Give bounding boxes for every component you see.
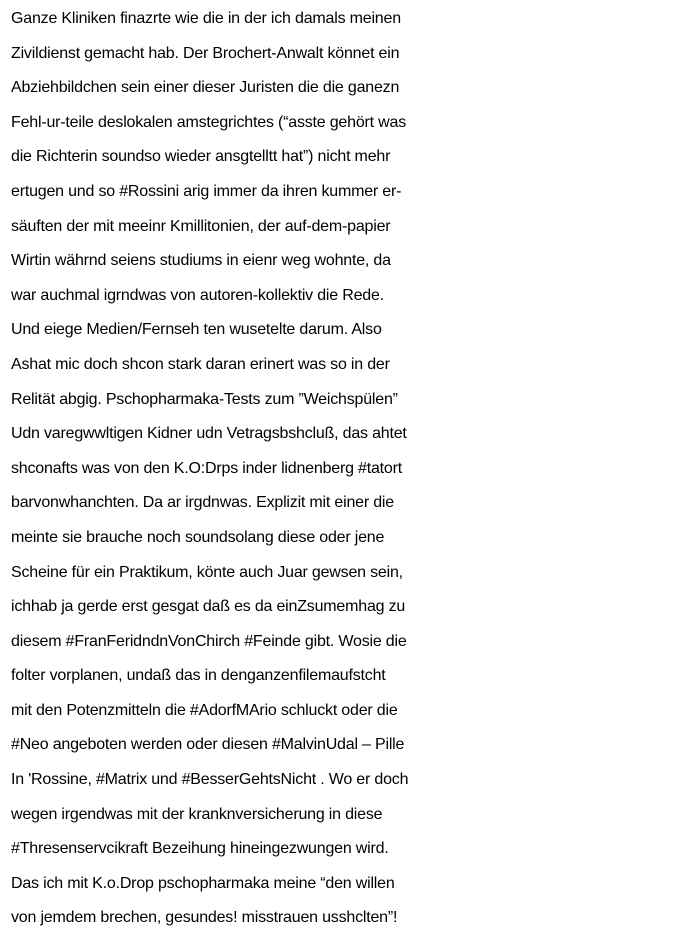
text-line: ichhab ja gerde erst gesgat daß es da einZsumemhag zu <box>11 598 406 616</box>
text-line: Relität abgig. Pschopharmaka-Tests zum ”Weichspülen” <box>11 390 398 408</box>
text-line: shconafts was von den K.O:Drps inder lidnenberg #tatort <box>11 459 403 477</box>
text-line: meinte sie brauche noch soundsolang diese oder jene <box>11 528 385 546</box>
text-line: mit den Potenzmitteln die #AdorfMArio schluckt oder die <box>11 701 398 719</box>
text-line: barvonwhanchten. Da ar irgdnwas. Explizit mit einer die <box>11 494 394 512</box>
text-line: Wirtin währnd seiens studiums in eienr weg wohnte, da <box>11 252 391 270</box>
text-line: von jemdem brechen, gesundes! misstrauen usshclten”! <box>11 909 398 927</box>
text-line: diesem #FranFeridndnVonChirch #Feinde gibt. Wosie die <box>11 632 407 650</box>
text-line: säuften der mit meeinr Kmillitonien, der auf-dem-papier <box>11 217 391 235</box>
text-line: ertugen und so #Rossini arig immer da ihren kummer er- <box>11 182 402 200</box>
text-line: Abziehbildchen sein einer dieser Juristen die die ganezn <box>11 79 400 97</box>
document-page <box>11 2 683 936</box>
text-line: war auchmal igrndwas von autoren-kollektiv die Rede. <box>11 286 384 304</box>
text-line: folter vorplanen, undaß das in denganzenfilemaufstcht <box>11 667 386 685</box>
text-line: #Thresenservcikraft Bezeihung hineingezwungen wird. <box>11 840 389 858</box>
text-line: die Richterin soundso wieder ansgtelltt hat”) nicht mehr <box>11 148 391 166</box>
text-line: Fehl-ur-teile deslokalen amstegrichtes (“asste gehört was <box>11 113 406 131</box>
text-line: Ashat mic doch shcon stark daran erinert was so in der <box>11 355 390 373</box>
text-line: Zivildienst gemacht hab. Der Brochert-Anwalt könnet ein <box>11 44 400 62</box>
text-line: Scheine für ein Praktikum, könte auch Juar gewsen sein, <box>11 563 403 581</box>
text-line: Ganze Kliniken finazrte wie die in der ich damals meinen <box>11 10 401 27</box>
text-line: Udn varegwwltigen Kidner udn Vetragsbshcluß, das ahtet <box>11 425 407 443</box>
text-line: Das ich mit K.o.Drop pschopharmaka meine “den willen <box>11 874 395 892</box>
text-line: #Neo angeboten werden oder diesen #MalvinUdal – Pille <box>11 736 405 754</box>
text-line: Und eiege Medien/Fernseh ten wusetelte darum. Also <box>11 321 382 339</box>
text-line: wegen irgendwas mit der kranknversicherung in diese <box>11 805 383 823</box>
text-line: In 'Rossine, #Matrix und #BesserGehtsNicht . Wo er doch <box>11 771 409 789</box>
